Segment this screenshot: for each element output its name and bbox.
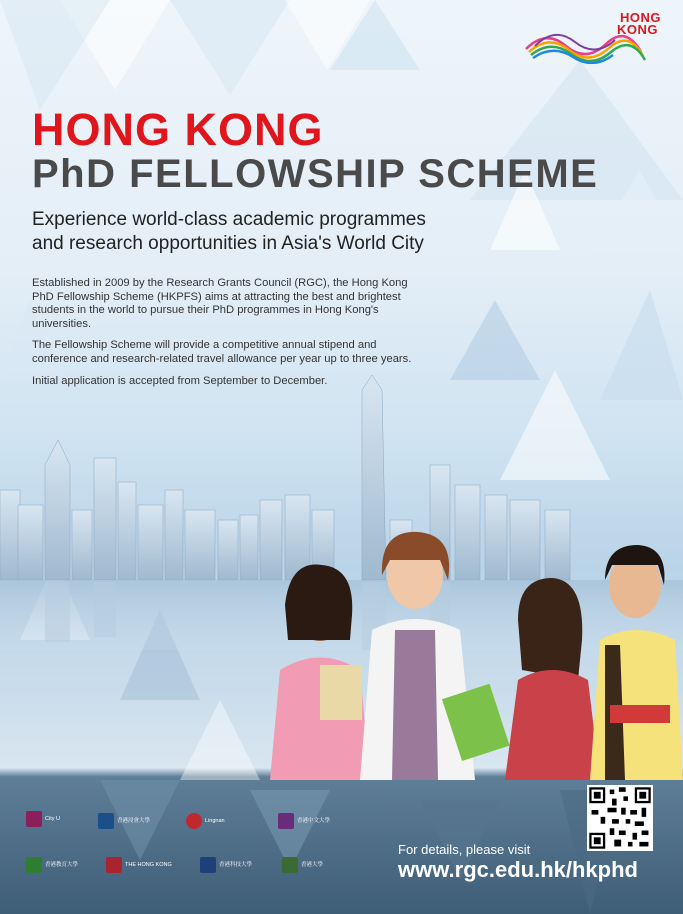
logo-hkbu[interactable]: [98, 810, 150, 832]
brand-line2: KONG: [617, 22, 658, 37]
logo-hku[interactable]: [282, 854, 323, 876]
hku-label: 香港大學: [301, 862, 324, 868]
headline-phd-fellowship: PhD FELLOWSHIP SCHEME: [32, 152, 599, 196]
eduhk-icon: [26, 857, 42, 873]
subheadline-line2: and research opportunities in Asia's World City: [32, 233, 424, 254]
headline-hong-kong: HONG KONG: [32, 104, 324, 155]
cuhk-label: 香港中文大學: [297, 818, 331, 824]
logo-hkust[interactable]: [200, 854, 252, 876]
body-paragraph-2: The Fellowship Scheme will provide a competitive annual stipend and conference and research-related travel allowance per year up to three years.: [32, 339, 412, 365]
eduhk-label: 香港教育大學: [45, 862, 79, 868]
cityu-label: City U: [45, 816, 60, 822]
brand-hong-kong-logo: [521, 10, 661, 62]
hkbu-label: 香港浸會大學: [117, 818, 151, 824]
logo-lingnan[interactable]: [186, 810, 225, 832]
logo-polyu[interactable]: [106, 854, 172, 876]
students-photo: [260, 520, 683, 780]
body-paragraph-3: Initial application is accepted from September to December.: [32, 374, 328, 387]
university-logos: [26, 808, 386, 888]
polyu-label: THE HONG KONG: [125, 862, 172, 868]
hku-icon: [282, 857, 298, 873]
cuhk-icon: [278, 813, 294, 829]
subheadline-line1: Experience world-class academic programmes: [32, 209, 426, 230]
dragon-icon: [521, 24, 661, 64]
details-label: For details, please visit: [398, 842, 531, 857]
cityu-icon: [26, 811, 42, 827]
lingnan-label: Lingnan: [205, 818, 225, 824]
hkbu-icon: [98, 813, 114, 829]
qr-code-icon[interactable]: [587, 785, 653, 851]
brand-line1: HONG: [620, 10, 661, 25]
polyu-icon: [106, 857, 122, 873]
website-link[interactable]: www.rgc.edu.hk/hkphd: [398, 857, 638, 882]
logo-eduhk[interactable]: [26, 854, 78, 876]
logo-cuhk[interactable]: [278, 810, 330, 832]
subheadline: [32, 208, 462, 256]
hkust-icon: [200, 857, 216, 873]
body-paragraph-1: Established in 2009 by the Research Grants Council (RGC), the Hong Kong PhD Fellowship Scheme (HKPFS) aims at attracting the best and brightest students in the world to pursue their PhD programmes in Hong Kong's universities.: [32, 277, 408, 330]
logo-cityu[interactable]: [26, 808, 60, 830]
lingnan-icon: [186, 813, 202, 829]
hkust-label: 香港科技大學: [219, 862, 253, 868]
